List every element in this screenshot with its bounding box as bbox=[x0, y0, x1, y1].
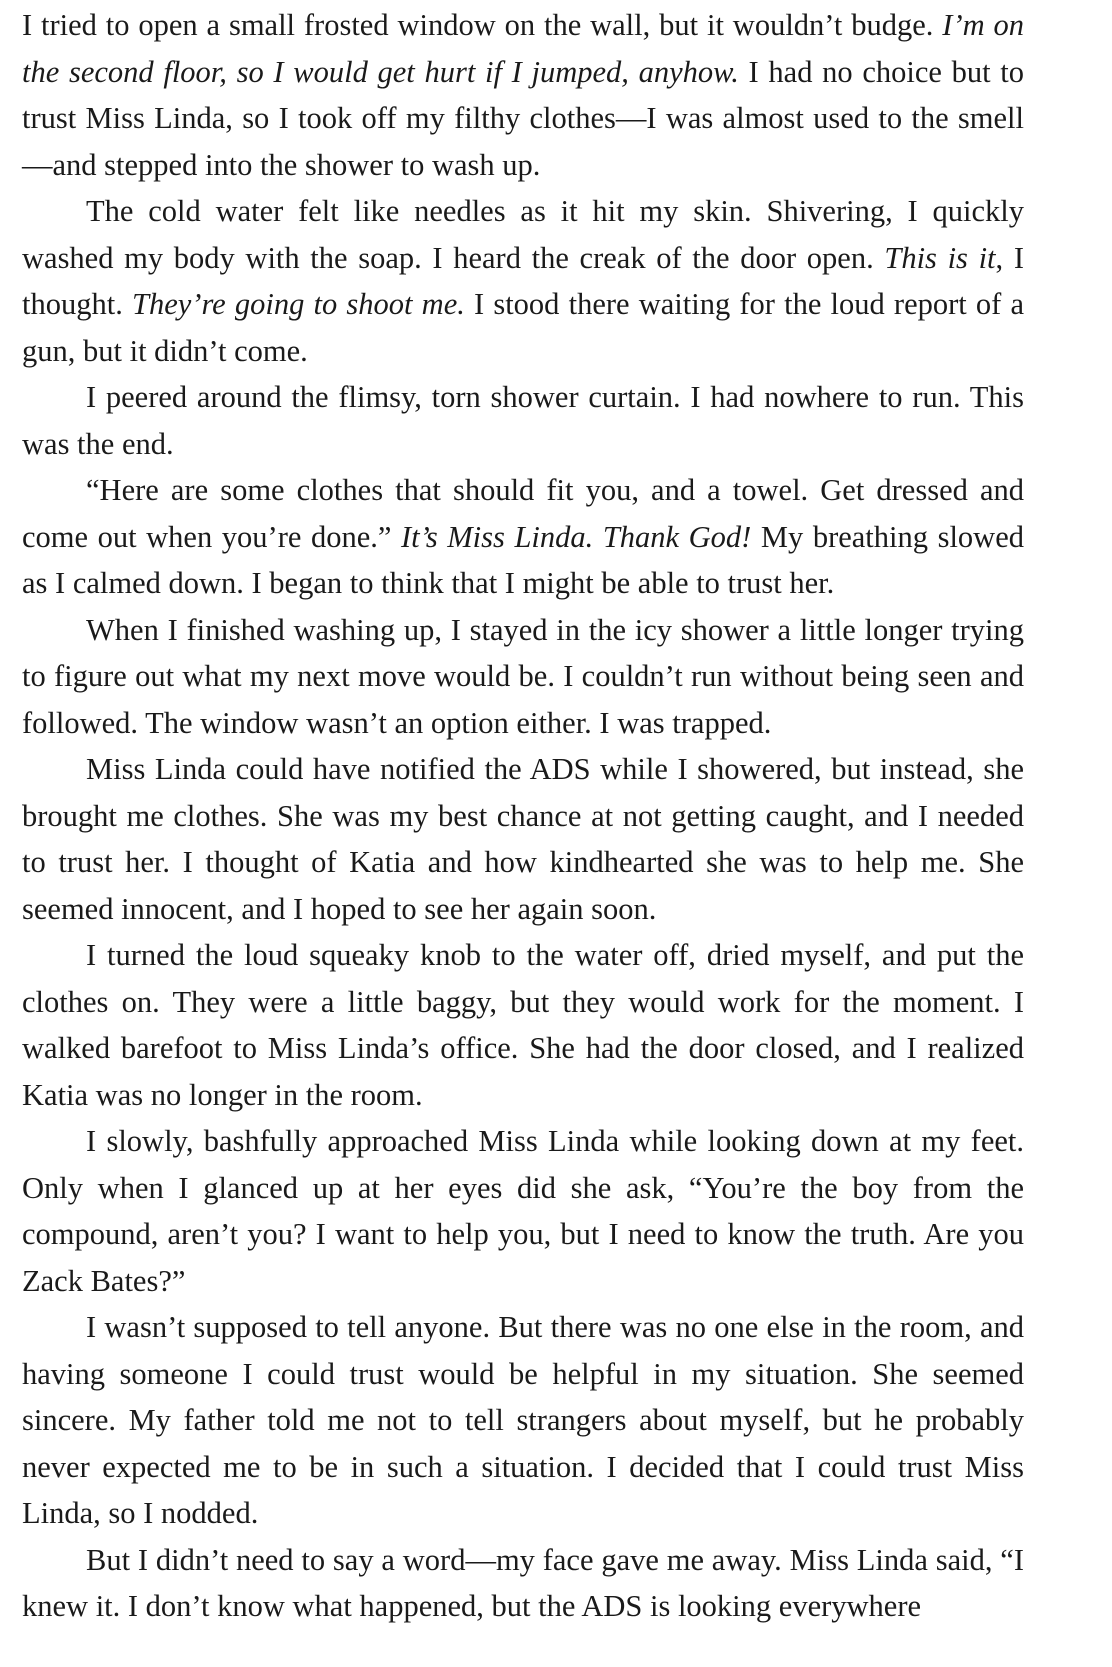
text-run: But I didn’t need to say a word—my face gave me away. Miss Linda said, “I knew it. I don’t know what happened, but the ADS is looking everywhere bbox=[22, 1542, 1024, 1623]
italic-thought: They’re going to shoot me. bbox=[132, 287, 465, 321]
text-run: I peered around the flimsy, torn shower curtain. I had nowhere to run. This was the end. bbox=[22, 380, 1024, 461]
paragraph bbox=[22, 2, 1024, 188]
paragraph bbox=[22, 932, 1024, 1118]
text-run: I wasn’t supposed to tell anyone. But there was no one else in the room, and having someone I could trust would be helpful in my situation. She seemed sincere. My father told me not to tell strangers about myself, but he probably never expected me to be in such a situation. I decided that I could trust Miss Linda, so I nodded. bbox=[22, 1310, 1024, 1530]
paragraph bbox=[22, 374, 1024, 467]
paragraph bbox=[22, 467, 1024, 607]
text-run: I tried to open a small frosted window on the wall, but it wouldn’t budge. bbox=[22, 8, 943, 42]
paragraph bbox=[22, 607, 1024, 747]
paragraph bbox=[22, 1537, 1024, 1630]
italic-thought: This is it bbox=[884, 240, 996, 275]
text-run: Miss Linda could have notified the ADS while I showered, but instead, she brought me clothes. She was my best chance at not getting caught, and I needed to trust her. I thought of Katia and how kindhearted she was to help me. She seemed innocent, and I hoped to see her again soon. bbox=[22, 752, 1024, 926]
paragraph bbox=[22, 1118, 1024, 1304]
text-run: I turned the loud squeaky knob to the water off, dried myself, and put the clothes on. They were a little baggy, but they would work for the moment. I walked barefoot to Miss Linda’s office. She had the door closed, and I realized Katia was no longer in the room. bbox=[22, 938, 1024, 1112]
text-run: When I finished washing up, I stayed in the icy shower a little longer trying to figure out what my next move would be. I couldn’t run without being seen and followed. The window wasn’t an option either. I was trapped. bbox=[22, 612, 1024, 740]
page-body-text bbox=[22, 0, 1024, 1630]
italic-thought: It’s Miss Linda. Thank God! bbox=[400, 519, 752, 554]
text-run: “Here are some clothes that should fit you, and a towel. Get dressed and come out when you’re done.” bbox=[22, 473, 1024, 554]
text-run: My breathing slowed as I calmed down. I began to think that I might be able to trust her. bbox=[22, 519, 1024, 600]
text-run: The cold water felt like needles as it hit my skin. Shivering, I quickly washed my body with the soap. I heard the creak of the door open. bbox=[22, 194, 1024, 275]
paragraph bbox=[22, 746, 1024, 932]
text-run: I stood there waiting for the loud report of a gun, but it didn’t come. bbox=[22, 287, 1025, 368]
paragraph bbox=[22, 188, 1024, 374]
text-run: I had no choice but to trust Miss Linda, so I took off my filthy clothes—I was almost used to the smell—and stepped into the shower to wash up. bbox=[22, 54, 1024, 182]
paragraph bbox=[22, 1304, 1024, 1537]
text-run: , I thought. bbox=[22, 240, 1024, 321]
italic-thought: I’m on the second floor, so I would get hurt if I jumped, anyhow. bbox=[22, 8, 1024, 89]
text-run: I slowly, bashfully approached Miss Linda while looking down at my feet. Only when I glanced up at her eyes did she ask, “You’re the boy from the compound, aren’t you? I want to help you, but I need to know the truth. Are you Zack Bates?” bbox=[22, 1124, 1024, 1298]
